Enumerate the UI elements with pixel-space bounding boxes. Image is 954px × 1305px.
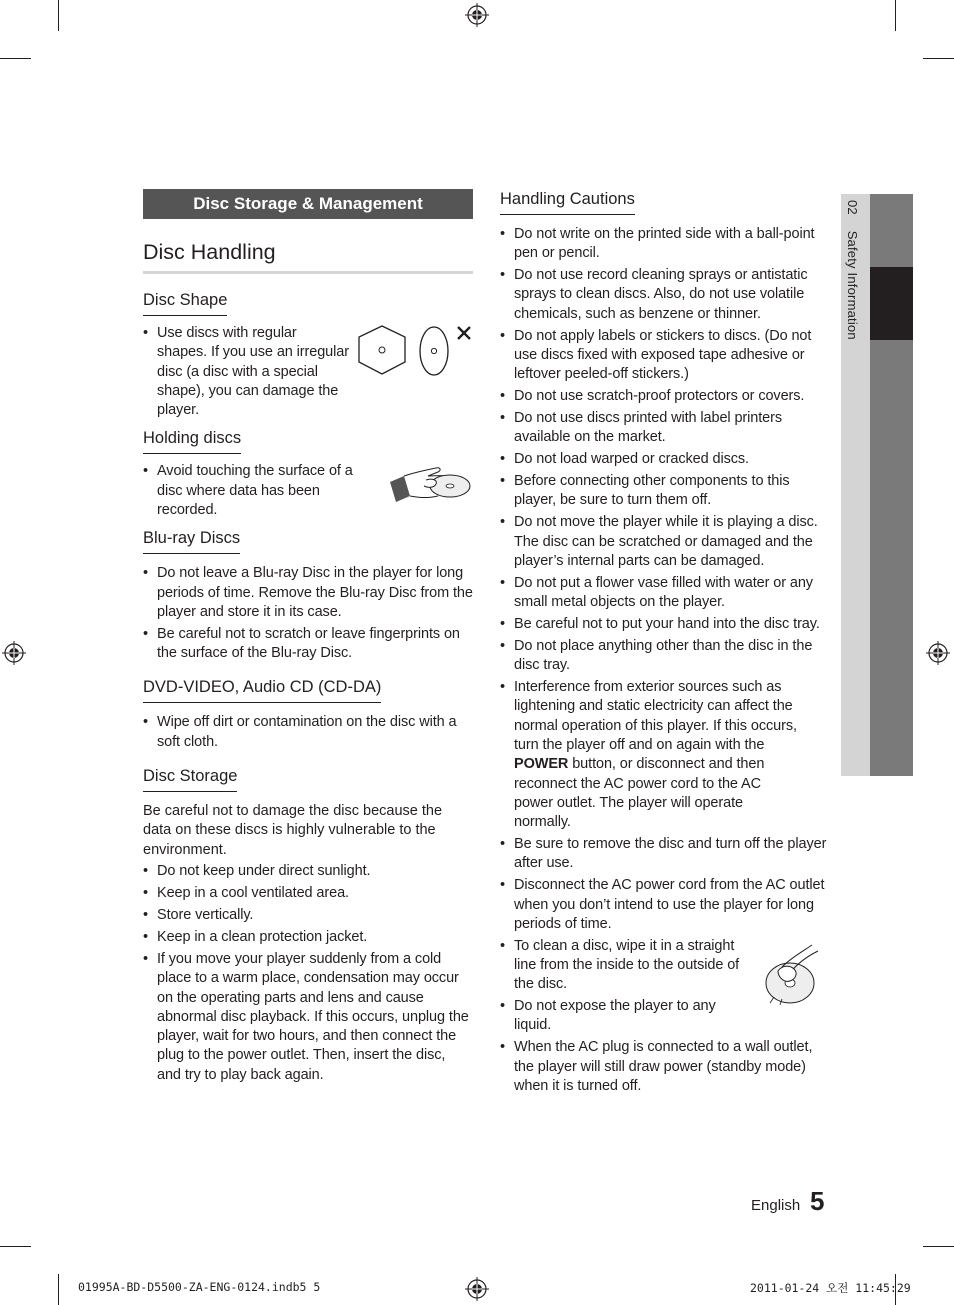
sidebar-chapter-label <box>845 200 860 340</box>
disc-shape-text: Use discs with regular shapes. If you use an irregular disc (a disc with a special shape), you can damage the player. <box>157 325 349 419</box>
disc-shape-heading: Disc Shape <box>143 290 227 316</box>
page-number: 5 <box>810 1186 825 1216</box>
chapter-title: Safety Information <box>845 230 860 340</box>
registration-mark-icon <box>2 641 26 665</box>
list-item <box>143 324 473 420</box>
list-item: • If you move your player suddenly from a cold place to a warm place, condensation may occur on the operating parts and lens and cause abnormal disc playback. If this occurs, unplug the player, wait for two hours, and then connect the plug to the power outlet. Then, insert the disc, and try to play back again. <box>143 950 473 1085</box>
bluray-heading: Blu-ray Discs <box>143 528 240 554</box>
crop-mark <box>58 0 59 31</box>
list-item: • Do not expose the player to any liquid. <box>500 997 830 1036</box>
disc-storage-section <box>143 766 473 1085</box>
interference-text: Interference from exterior sources such as lightening and static electricity can affect the normal operation of this player. If this occurs, turn the player off and on again with the <box>514 679 797 753</box>
crop-mark <box>0 58 31 59</box>
list-item <box>500 937 830 995</box>
crop-mark <box>895 0 896 31</box>
chapter-number: 02 <box>845 200 860 215</box>
right-column <box>500 189 830 1099</box>
hand-holding-disc-icon <box>388 462 473 512</box>
list-item <box>143 462 473 520</box>
list-item: • Wipe off dirt or contamination on the disc with a soft cloth. <box>143 713 473 752</box>
handling-cautions-heading: Handling Cautions <box>500 189 635 215</box>
disc-shape-illustration <box>353 324 473 384</box>
list-item: • When the AC plug is connected to a wall outlet, the player will still draw power (standby mode) when it is turned off. <box>500 1038 830 1096</box>
list-item: • Store vertically. <box>143 906 473 925</box>
footer-language: English <box>751 1197 801 1214</box>
list-item: • Do not leave a Blu-ray Disc in the player for long periods of time. Remove the Blu-ray Disc from the player and store it in its case. <box>143 564 473 622</box>
list-item: • Do not write on the printed side with a ball-point pen or pencil. <box>500 225 830 264</box>
sidebar-tab-active-marker <box>870 267 913 340</box>
holding-discs-heading: Holding discs <box>143 428 241 454</box>
list-item: • Do not use record cleaning sprays or antistatic sprays to clean discs. Also, do not use volatile chemicals, such as benzene or thinner. <box>500 266 830 324</box>
list-item: • Be careful not to put your hand into the disc tray. <box>500 615 830 634</box>
list-item: • Before connecting other components to this player, be sure to turn them off. <box>500 472 830 511</box>
list-item: • Keep in a clean protection jacket. <box>143 928 473 947</box>
list-item: • Keep in a cool ventilated area. <box>143 884 473 903</box>
list-item: • Be careful not to scratch or leave fingerprints on the surface of the Blu-ray Disc. <box>143 625 473 664</box>
dvd-heading: DVD-VIDEO, Audio CD (CD-DA) <box>143 677 381 703</box>
clean-disc-text: To clean a disc, wipe it in a straight line from the inside to the outside of the disc. <box>514 937 740 993</box>
left-column <box>143 189 473 1093</box>
disc-storage-intro: Be careful not to damage the disc because the data on these discs is highly vulnerable to the environment. <box>143 803 443 858</box>
list-item: • Do not load warped or cracked discs. <box>500 450 830 469</box>
list-item: • Do not put a flower vase filled with water or any small metal objects on the player. <box>500 574 830 613</box>
list-item: • Be sure to remove the disc and turn off the player after use. <box>500 835 830 874</box>
list-item: • Do not move the player while it is playing a disc. The disc can be scratched or damaged and the player’s internal parts can be damaged. <box>500 513 830 571</box>
list-item: • Do not use scratch-proof protectors or covers. <box>500 387 830 406</box>
x-mark-icon <box>458 327 470 339</box>
registration-mark-icon <box>926 641 950 665</box>
list-item: • Do not place anything other than the disc in the disc tray. <box>500 637 830 676</box>
registration-mark-icon <box>465 1277 489 1301</box>
list-item: • Do not use discs printed with label printers available on the market. <box>500 409 830 448</box>
list-item: • Do not apply labels or stickers to discs. (Do not use discs fixed with exposed tape adhesive or leftover peeled-off stickers.) <box>500 327 830 385</box>
disc-storage-heading: Disc Storage <box>143 766 237 792</box>
dvd-section <box>143 677 473 752</box>
bluray-section <box>143 528 473 663</box>
print-slug-date: 2011-01-24 오전 11:45:29 <box>750 1281 911 1295</box>
holding-discs-section <box>143 428 473 520</box>
list-item: • Disconnect the AC power cord from the AC outlet when you don’t intend to use the player for long periods of time. <box>500 876 830 934</box>
registration-mark-icon <box>465 3 489 27</box>
power-button-label: POWER <box>514 756 569 773</box>
list-item: • Do not keep under direct sunlight. <box>143 862 473 881</box>
list-item <box>500 678 830 832</box>
disc-shape-section <box>143 290 473 420</box>
holding-discs-text: Avoid touching the surface of a disc where data has been recorded. <box>157 463 353 519</box>
crop-mark <box>923 1246 954 1247</box>
section-banner: Disc Storage & Management <box>143 189 473 219</box>
interference-text-end: button, or disconnect and then reconnect the AC power cord to the AC power outlet. The player will operate normally. <box>514 756 765 831</box>
oval-disc-icon <box>420 327 448 375</box>
crop-mark <box>58 1274 59 1305</box>
crop-mark <box>0 1246 31 1247</box>
print-slug-file: 01995A-BD-D5500-ZA-ENG-0124.indb5 5 <box>78 1280 321 1294</box>
crop-mark <box>923 58 954 59</box>
page-title: Disc Handling <box>143 239 473 274</box>
hexagon-disc-icon <box>359 326 405 374</box>
